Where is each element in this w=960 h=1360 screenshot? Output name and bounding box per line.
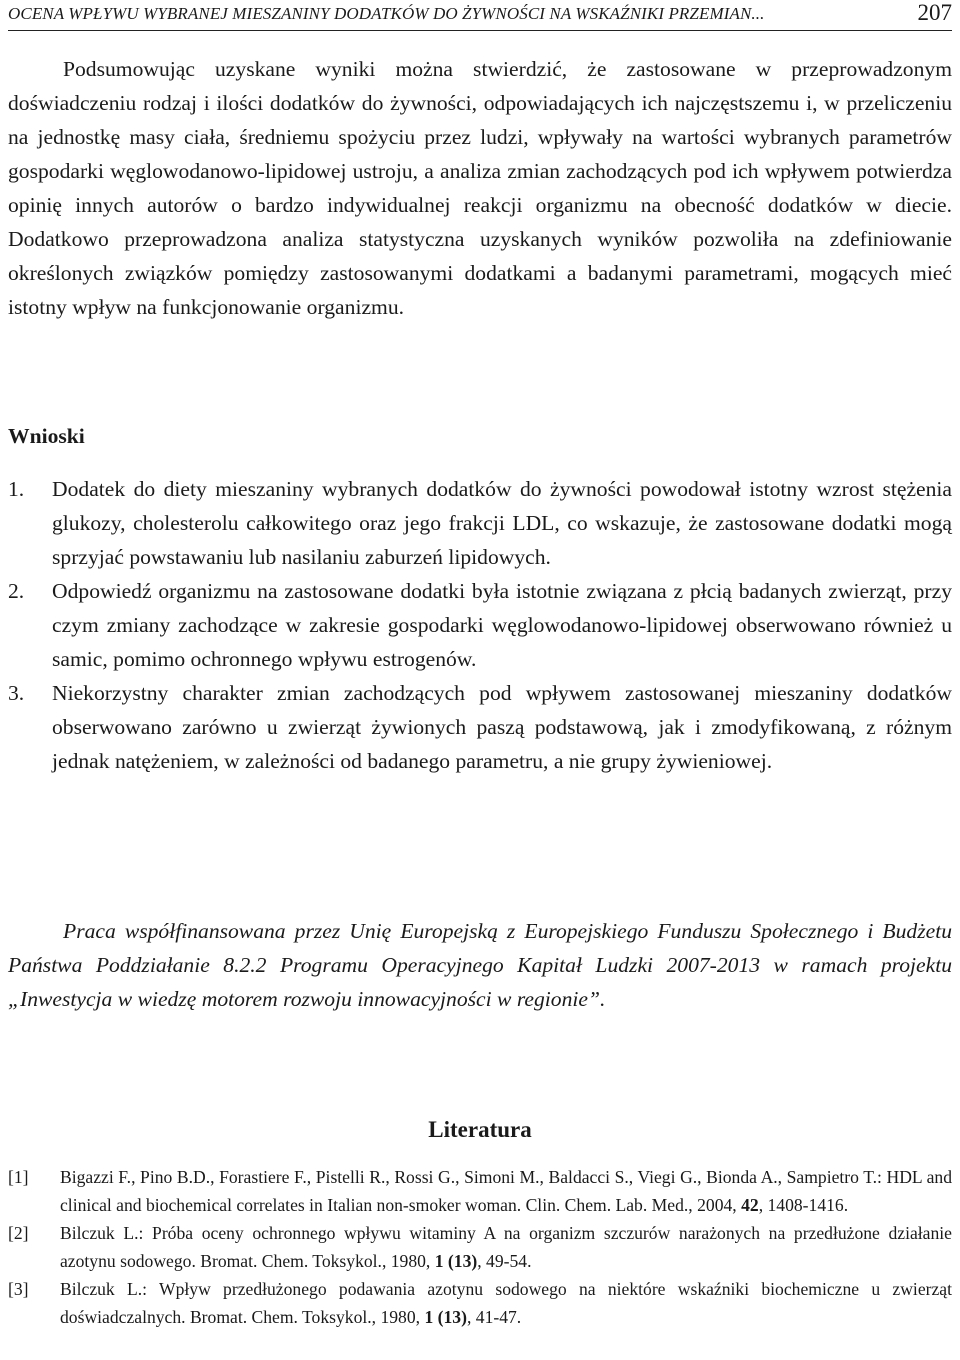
reference-text: Bilczuk L.: Wpływ przedłużonego podawania azotynu sodowego na niektóre wskaźniki biochemiczne u zwierząt doświadczalnych. Bromat. Chem. Toksykol., 1980, xyxy=(60,1279,952,1327)
page-number: 207 xyxy=(917,0,952,25)
reference-volume: 42 xyxy=(741,1195,759,1215)
reference-item xyxy=(8,1163,952,1219)
conclusions-list xyxy=(8,472,952,778)
reference-volume: 1 (13) xyxy=(434,1251,478,1271)
conclusion-text: Odpowiedź organizmu na zastosowane dodatki była istotnie związana z płcią badanych zwierząt, przy czym zmiany zachodzące w zakresie gospodarki węglowodanowo-lipidowej obserwowano również u samic, pomimo ochronnego wpływu estrogenów. xyxy=(52,579,952,671)
reference-number: [1] xyxy=(8,1167,29,1187)
running-header xyxy=(8,0,952,31)
running-title: OCENA WPŁYWU WYBRANEJ MIESZANINY DODATKÓW DO ŻYWNOŚCI NA WSKAŹNIKI PRZEMIAN... xyxy=(8,4,765,23)
conclusion-text: Niekorzystny charakter zmian zachodzących pod wpływem zastosowanej mieszaniny dodatków obserwowano zarówno u zwierząt żywionych paszą podstawową, jak i zmodyfikowaną, z różnym jednak natężeniem, w zależności od badanego parametru, a nie grupy żywieniowej. xyxy=(52,681,952,773)
conclusion-number: 1. xyxy=(8,477,25,501)
reference-item xyxy=(8,1275,952,1331)
reference-pages: , 49-54. xyxy=(477,1251,532,1271)
conclusion-text: Dodatek do diety mieszaniny wybranych dodatków do żywności powodował istotny wzrost stężenia glukozy, cholesterolu całkowitego oraz jego frakcji LDL, co wskazuje, że zastosowane dodatki mogą sprzyjać powstawaniu lub nasilaniu zaburzeń lipidowych. xyxy=(52,477,952,569)
conclusion-item xyxy=(8,676,952,778)
reference-text: Bilczuk L.: Próba oceny ochronnego wpływu witaminy A na organizm szczurów narażonych na przedłużone działanie azotynu sodowego. Bromat. Chem. Toksykol., 1980, xyxy=(60,1223,952,1271)
references-heading: Literatura xyxy=(428,1117,532,1142)
funding-note: Praca współfinansowana przez Unię Europejską z Europejskiego Funduszu Społecznego i Budżetu Państwa Poddziałanie 8.2.2 Programu Operacyjnego Kapitał Ludzki 2007-2013 w ramach projektu „Inwestycja w wiedzę motorem rozwoju innowacyjności w regionie”. xyxy=(8,919,952,1011)
conclusion-number: 2. xyxy=(8,579,25,603)
reference-volume: 1 (13) xyxy=(424,1307,467,1327)
conclusion-item xyxy=(8,574,952,676)
reference-number: [2] xyxy=(8,1223,29,1243)
conclusion-item xyxy=(8,472,952,574)
reference-number: [3] xyxy=(8,1279,29,1299)
conclusions-heading: Wnioski xyxy=(8,424,85,448)
reference-pages: , 1408-1416. xyxy=(758,1195,849,1215)
reference-item xyxy=(8,1219,952,1275)
references-list xyxy=(8,1163,952,1331)
reference-text: Bigazzi F., Pino B.D., Forastiere F., Pistelli R., Rossi G., Simoni M., Baldacci S., Viegi G., Bionda A., Sampietro T.: HDL and clinical and biochemical correlates in Italian non-smoker woman. Clin. Chem. Lab. Med., 2004, xyxy=(60,1167,952,1215)
conclusion-number: 3. xyxy=(8,681,25,705)
summary-paragraph: Podsumowując uzyskane wyniki można stwierdzić, że zastosowane w przeprowadzonym doświadczeniu rodzaj i ilości dodatków do żywności, odpowiadających ich najczęstszemu i, w przeliczeniu na jednostkę masy ciała, średniemu spożyciu przez ludzi, wpływały na wartości wybranych parametrów gospodarki węglowodanowo-lipidowej ustroju, a analiza zmian zachodzących pod ich wpływem potwierdza opinię innych autorów o bardzo indywidualnej reakcji organizmu na obecność dodatków w diecie. Dodatkowo przeprowadzona analiza statystyczna uzyskanych wyników pozwoliła na zdefiniowanie określonych związków pomiędzy zastosowanymi dodatkami a badanymi parametrami, mogących mieć istotny wpływ na funkcjonowanie organizmu. xyxy=(8,57,952,319)
reference-pages: , 41-47. xyxy=(466,1307,522,1327)
